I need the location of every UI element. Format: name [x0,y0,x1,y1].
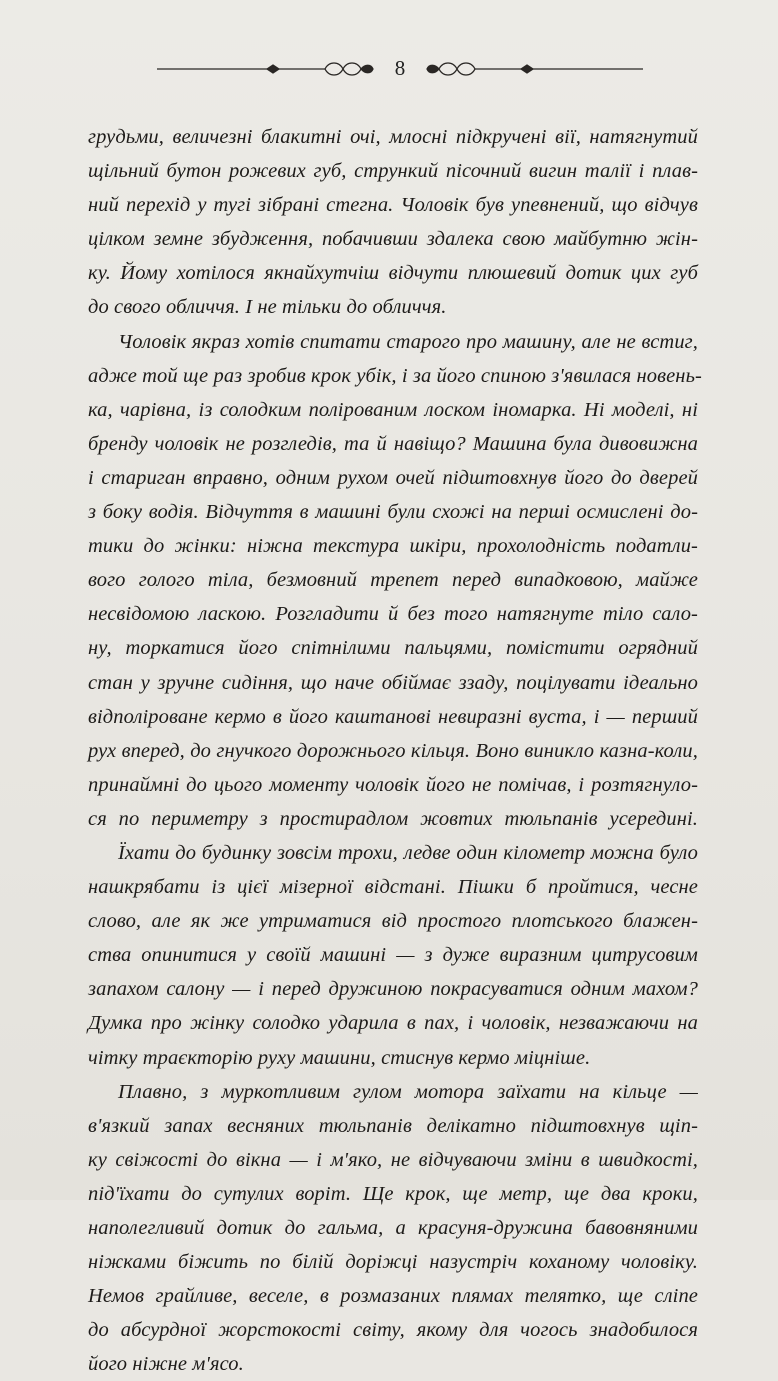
text-line: Їхати до будинку зовсім трохи, ледве один кілометр можна було [118,841,698,864]
text-line: ся по периметру з простирадлом жовтих тюльпанів усередині. [88,807,698,830]
text-line: наполегливий дотик до гальма, а красуня-дружина бавовняними [88,1217,698,1239]
text-line: несвідомою ласкою. Розгладити й без того натягнуте тіло сало- [88,603,698,626]
text-line: нашкрябати із цієї мізерної відстані. Пішки б пройтися, чесне [88,876,698,899]
body-text [88,120,702,1381]
page-header [155,50,645,90]
text-line: щільний бутон рожевих губ, стрункий пісочний вигин талії і плав- [88,160,698,183]
text-line: бренду чоловік не розгледів, та й навіщо? Машина була дивовижна [88,432,698,455]
paragraph-4 [88,1075,698,1381]
text-line: стан у зручне сидіння, що наче обіймає ззаду, поцілувати ідеально [88,671,698,694]
text-line: запахом салону — і перед дружиною покрасуватися одним махом? [88,978,698,1001]
text-line: рух вперед, до гнучкого дорожнього кільця. Воно виникло казна-коли, [88,739,698,762]
text-line: цілком земне збудження, побачивши здалека свою майбутню жін- [88,228,698,251]
text-line: під'їхати до сутулих воріт. Ще крок, ще метр, ще два кроки, [88,1182,698,1205]
text-line: Плавно, з муркотливим гулом мотора заїхати на кільце — [118,1080,698,1103]
paragraph-3 [88,836,698,1075]
text-line: ний перехід у тугі зібрані стегна. Чоловік був упевнений, що відчув [88,194,698,217]
text-line: принаймні до цього моменту чоловік його не помічав, і розтягнуло- [88,773,698,796]
text-line: до свого обличчя. І не тільки до обличчя. [88,296,447,319]
text-line: Думка про жінку солодко ударила в пах, і чоловік, незважаючи на [88,1012,698,1035]
text-line: грудьми, величезні блакитні очі, млосні підкручені вії, натягнутий [88,126,698,148]
text-line: ну, торкатися його спітнілими пальцями, помістити огрядний [88,637,698,660]
text-line: чітку траєкторію руху машини, стиснув кермо міцніше. [88,1046,591,1069]
text-line: відполіроване кермо в його каштанові невиразні вуста, і — перший [88,705,698,728]
text-line: ніжками біжить по білій доріжці назустріч коханому чоловіку. [88,1251,698,1274]
page-number: 8 [394,56,406,80]
text-line: ку свіжості до вікна — і м'яко, не відчуваючи зміни в швидкості, [88,1148,698,1171]
text-line: Чоловік якраз хотів спитати старого про машину, але не встиг, [118,330,698,353]
text-line: ка, чарівна, із солодким полірованим лоском іномарка. Ні моделі, ні [88,398,698,421]
text-line: до абсурдної жорстокості світу, якому для чогось знадобилося [88,1319,698,1342]
text-line: ку. Йому хотілося якнайхутчіш відчути плюшевий дотик цих губ [88,262,698,285]
text-line: адже той ще раз зробив крок убік, і за його спиною з'явилася новень- [88,364,702,387]
text-line: в'язкий запах весняних тюльпанів делікатно підштовхнув щіп- [88,1114,698,1137]
text-line: і стариган вправно, одним рухом очей підштовхнув його до дверей [88,466,698,489]
paragraph-2 [88,325,702,836]
text-line: тики до жінки: ніжна текстура шкіри, прохолодність податли- [88,535,698,558]
text-line: його ніжне м'ясо. [88,1353,244,1376]
text-line: слово, але як же утриматися від простого плотського блажен- [88,910,698,933]
text-line: ства опинитися у своїй машині — з дуже виразним цитрусовим [88,944,698,967]
text-line: Немов грайливе, веселе, в розмазаних плямах телятко, ще сліпе [88,1285,698,1308]
text-line: з боку водія. Відчуття в машині були схожі на перші осмислені до- [88,501,698,524]
text-line: вого голого тіла, безмовний трепет перед випадковою, майже [88,569,698,592]
paragraph-1 [88,120,698,325]
